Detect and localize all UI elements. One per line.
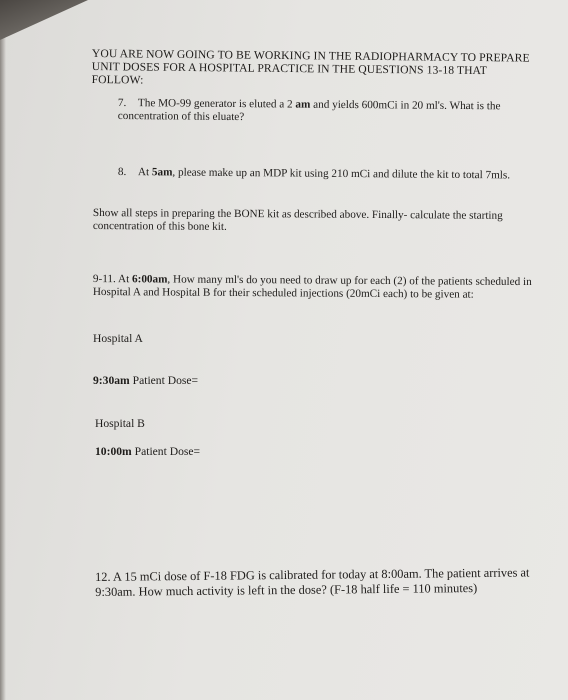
question-9-11-number: 9-11. At	[92, 273, 130, 286]
question-8-bold: 5am	[151, 166, 173, 179]
question-7	[118, 97, 518, 126]
question-9-11-bold: 6:00am	[131, 273, 168, 286]
page-edge-shadow	[0, 0, 6, 700]
question-7-bold: am	[295, 98, 311, 111]
page-corner-fold	[0, 0, 88, 40]
hospital-a-label: Hospital A	[93, 332, 143, 345]
question-9-11-text: , How many ml's do you need to draw up for each (2) of the patients scheduled in Hospital A and Hospital B for their scheduled injections (20mCi each) to be given at:	[92, 273, 532, 301]
question-12: 12. A 15 mCi dose of F-18 FDG is calibrated for today at 8:00am. The patient arrives at 9:30am. How much activity is left in the dose? (F-18 half life = 110 minutes)	[95, 565, 530, 599]
hospital-b-label: Hospital B	[95, 417, 145, 430]
hospital-a-dose-time: 9:30am	[93, 374, 130, 387]
section-heading: YOU ARE NOW GOING TO BE WORKING IN THE RADIOPHARMACY TO PREPARE UNIT DOSES FOR A HOSPITAL PRACTICE IN THE QUESTIONS 13-18 THAT FOLLOW:	[91, 47, 530, 87]
question-8-text-pre: At	[137, 166, 150, 179]
hospital-b-dose	[95, 445, 200, 458]
hospital-a-dose-label: Patient Dose=	[132, 374, 199, 387]
question-7-text-post: and yields 600mCi in 20 ml's. What is the concentration of this eluate?	[117, 98, 501, 124]
question-7-number: 7.	[117, 97, 127, 110]
question-8-text-post: , please make up an MDP kit using 210 mCi and dilute the kit to total 7mls.	[172, 166, 511, 182]
hospital-a-dose	[93, 374, 198, 387]
question-9-11	[93, 273, 543, 302]
question-8-number: 8.	[117, 166, 127, 179]
hospital-b-dose-label: Patient Dose=	[134, 445, 201, 458]
question-7-text-pre: The MO-99 generator is eluted a 2	[137, 97, 293, 111]
hospital-b-dose-time: 10:00m	[95, 445, 132, 458]
question-8	[118, 166, 518, 182]
show-steps-instruction: Show all steps in preparing the BONE kit as described above. Finally- calculate the starting concentration of this bone kit.	[92, 207, 503, 233]
